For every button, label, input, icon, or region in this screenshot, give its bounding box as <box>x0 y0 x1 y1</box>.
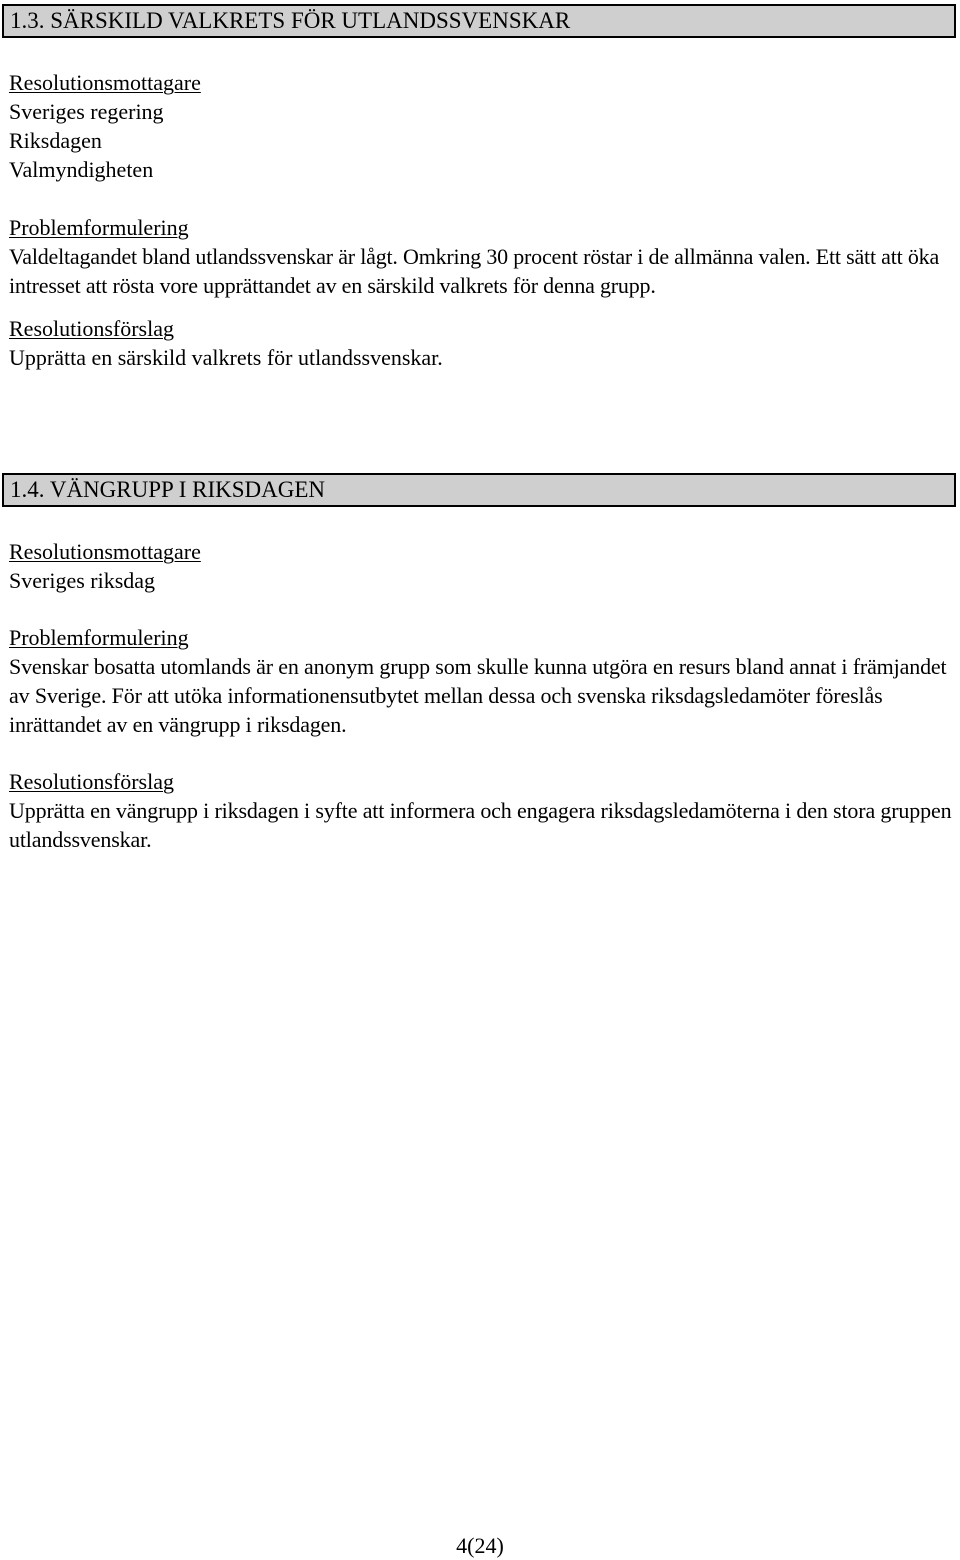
problem-block <box>9 623 954 739</box>
recipients-label: Resolutionsmottagare <box>9 70 201 95</box>
proposal-text: Upprätta en särskild valkrets för utlandssvenskar. <box>9 345 443 370</box>
proposal-label: Resolutionsförslag <box>9 316 174 341</box>
recipient-item: Sveriges regering <box>9 99 164 124</box>
proposal-text: Upprätta en vängrupp i riksdagen i syfte att informera och engagera riksdagsledamöterna i den stora gruppen utlandssvenskar. <box>9 798 952 852</box>
problem-label: Problemformulering <box>9 625 189 650</box>
problem-block <box>9 213 954 300</box>
section-1-3 <box>0 4 960 372</box>
recipient-item: Sveriges riksdag <box>9 568 156 593</box>
section-heading: 1.4. VÄNGRUPP I RIKSDAGEN <box>2 473 956 507</box>
recipient-item: Valmyndigheten <box>9 157 154 182</box>
recipients-block <box>9 68 954 184</box>
recipient-item: Riksdagen <box>9 128 102 153</box>
page-number: 4(24) <box>456 1533 504 1558</box>
proposal-block <box>9 314 954 372</box>
problem-label: Problemformulering <box>9 215 189 240</box>
proposal-label: Resolutionsförslag <box>9 769 174 794</box>
problem-text: Valdeltagandet bland utlandssvenskar är lågt. Omkring 30 procent röstar i de allmänna valen. Ett sätt att öka intresset att rösta vore upprättandet av en särskild valkrets för denna grupp. <box>9 244 940 298</box>
section-1-4 <box>0 473 960 854</box>
problem-text: Svenskar bosatta utomlands är en anonym grupp som skulle kunna utgöra en resurs bland annat i främjandet av Sverige. För att utöka informationensutbytet mellan dessa och svenska riksdagsledamöter föreslås inrättandet av en vängrupp i riksdagen. <box>9 654 947 737</box>
section-heading: 1.3. SÄRSKILD VALKRETS FÖR UTLANDSSVENSKAR <box>2 4 956 38</box>
recipients-block <box>9 537 954 595</box>
proposal-block <box>9 767 954 854</box>
recipients-label: Resolutionsmottagare <box>9 539 201 564</box>
